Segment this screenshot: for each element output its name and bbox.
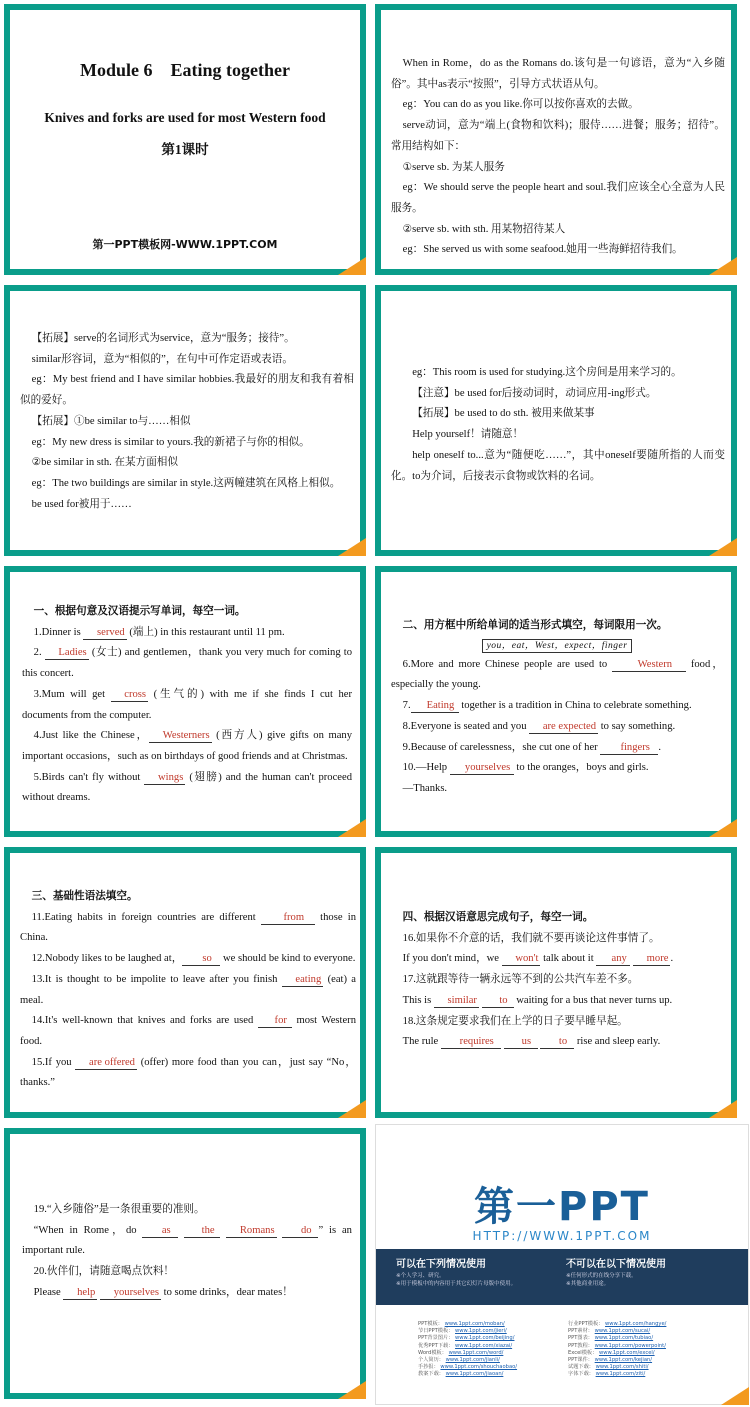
text-line: be used for被用于…… (31, 498, 132, 510)
answer-blank[interactable]: won't (502, 953, 541, 966)
link-row[interactable]: PPT课件： www.1ppt.com/kejian/ (568, 1357, 653, 1364)
answer-blank[interactable]: any (596, 953, 630, 966)
question-10-reply: —Thanks. (402, 782, 448, 794)
answer-blank[interactable]: similar (434, 995, 479, 1008)
corner-decoration (338, 819, 366, 837)
question-1: 1.Dinner is served (端上) in this restaurant until 11 pm. (33, 626, 285, 638)
slide-8-content (381, 853, 731, 1112)
text-line: ①serve sb. 为某人服务 (402, 161, 505, 173)
text-line: eg：She served us with some seafood.她用一些海鲜招待我们。 (402, 244, 683, 256)
question-20-prompt: 20.伙伴们，请随意喝点饮料！ (33, 1266, 175, 1278)
answer-blank[interactable]: so (182, 953, 220, 966)
slide-7 (4, 847, 366, 1118)
text-line: eg：We should serve the people heart and soul.我们应该全心全意为人民服务。 (391, 182, 725, 214)
slide-1 (4, 4, 366, 275)
text-line: 【注意】be used for后接动词时，动词应用-ing形式。 (412, 387, 657, 399)
answer-blank[interactable]: do (282, 1225, 318, 1238)
link-row[interactable]: 手抄报： www.1ppt.com/shouchaobao/ (418, 1364, 518, 1371)
question-7: 7. Eating together is a tradition in China to celebrate something. (402, 700, 692, 712)
can-use-item: ※用于模板中的内容用于其它幻灯片母版中使用。 (396, 1281, 517, 1287)
slide-10-content (376, 1125, 748, 1404)
text-line: 【拓展】serve的名词形式为service，意为“服务；接待”。 (31, 333, 295, 344)
text-line: eg：The two buildings are similar in style.这两幢建筑在风格上相似。 (31, 477, 341, 489)
link-row[interactable]: PPT模板： www.1ppt.com/moban/ (418, 1321, 505, 1327)
word-box: you，eat，West，expect，finger (482, 639, 633, 653)
corner-decoration (709, 1100, 737, 1118)
link-row[interactable]: PPT图表： www.1ppt.com/tubiao/ (568, 1335, 654, 1342)
answer-blank[interactable]: Ladies (45, 647, 89, 660)
question-18-prompt: 18.这条规定要求我们在上学的日子要早睡早起。 (402, 1015, 628, 1027)
answer-blank[interactable]: more (633, 953, 670, 966)
link-row[interactable]: 优秀PPT下载： www.1ppt.com/xiazai/ (418, 1342, 513, 1349)
question-14: 14.It's well-known that knives and forks are used for most Western food. (20, 1015, 356, 1047)
corner-decoration (338, 1100, 366, 1118)
text-line: serve动词，意为“端上(食物和饮料)；服侍……进餐；服务；招待”。常用结构如下： (391, 120, 725, 152)
brand-url: HTTP://WWW.1PPT.COM (472, 1229, 652, 1243)
site-label: 第一PPT模板网-WWW.1PPT.COM (92, 238, 278, 251)
text-line: 【拓展】be used to do sth. 被用来做某事 (412, 408, 595, 420)
text-line: eg：My best friend and I have similar hobbies.我最好的朋友和我有着相似的爱好。 (20, 374, 354, 407)
lesson-number: 第1课时 (161, 142, 209, 157)
exercise-heading: 三、基础性语法填空。 (31, 891, 138, 902)
corner-decoration (709, 819, 737, 837)
question-19-prompt: 19.“入乡随俗”是一条很重要的准则。 (33, 1204, 205, 1215)
cannot-use-item: ※其他商业用途。 (566, 1281, 610, 1287)
answer-blank[interactable]: are offered (75, 1057, 137, 1070)
answer-blank[interactable]: to (482, 995, 514, 1008)
question-10: 10.—Help yourselves to the oranges，boys and girls. (402, 762, 649, 774)
slide-6 (375, 566, 737, 837)
question-15: 15.If you are offered (offer) more food than you can，just say “No，thanks.” (20, 1056, 356, 1089)
slide-3 (4, 285, 366, 556)
slide-7-content (10, 853, 360, 1112)
module-title: Module 6 Eating together (80, 60, 290, 80)
answer-blank[interactable]: from (261, 912, 315, 925)
corner-decoration (338, 257, 366, 275)
link-row[interactable]: PPT教程： www.1ppt.com/powerpoint/ (568, 1342, 666, 1349)
slide-4-content (381, 291, 731, 550)
question-19: “When in Rome，do as the Romans do ” is an important rule. (22, 1224, 352, 1257)
can-use-heading: 可以在下列情况使用 (396, 1259, 486, 1270)
exercise-heading: 二、用方框中所给单词的适当形式填空，每词限用一次。 (402, 620, 668, 631)
answer-blank[interactable]: Western (612, 659, 686, 672)
answer-blank[interactable]: Eating (411, 700, 459, 713)
question-12: 12.Nobody likes to be laughed at， so we should be kind to everyone. (31, 953, 356, 965)
link-row[interactable]: Excel模板： www.1ppt.com/excel/ (568, 1349, 655, 1356)
lesson-subtitle: Knives and forks are used for most Western food (44, 110, 326, 125)
answer-blank[interactable]: eating (282, 974, 324, 987)
link-row[interactable]: 节日PPT模板： www.1ppt.com/jieri/ (418, 1328, 507, 1335)
corner-decoration (338, 1381, 366, 1399)
link-row[interactable]: PPT素材： www.1ppt.com/sucai/ (568, 1328, 651, 1335)
answer-blank[interactable]: Romans (226, 1225, 276, 1238)
corner-decoration (721, 1387, 749, 1405)
text-line: eg：My new dress is similar to yours.我的新裙子与你的相似。 (31, 436, 310, 448)
slide-2-content (381, 10, 731, 269)
slide-8 (375, 847, 737, 1118)
answer-blank[interactable]: yourselves (450, 762, 514, 775)
answer-blank[interactable]: requires (441, 1036, 501, 1049)
corner-decoration (709, 257, 737, 275)
link-row[interactable]: Word模板： www.1ppt.com/word/ (418, 1349, 504, 1356)
link-row[interactable]: 行业PPT模板： www.1ppt.com/hangye/ (568, 1321, 667, 1327)
text-line: When in Rome，do as the Romans do.该句是一句谚语，意为“入乡随俗”。其中as表示“按照”，引导方式状语从句。 (391, 58, 725, 90)
text-line: eg：This room is used for studying.这个房间是用来学习的。 (412, 367, 682, 378)
answer-blank[interactable]: the (184, 1225, 220, 1238)
usage-band (376, 1249, 748, 1305)
answer-blank[interactable]: to (540, 1036, 574, 1049)
question-17: This is similar to waiting for a bus that never turns up. (402, 994, 673, 1006)
slide-9-content (10, 1134, 360, 1393)
answer-blank[interactable]: cross (111, 689, 148, 702)
question-5: 5.Birds can't fly without wings (翅膀) and the human can't proceed without dreams. (22, 771, 352, 804)
slide-5-content (10, 572, 360, 831)
text-line: help oneself to...意为“随便吃……”，其中oneself要随所指的人而变化。to为介词，后接表示食物或饮料的名词。 (391, 449, 725, 482)
slide-3-content (10, 291, 360, 550)
answer-blank[interactable]: help (63, 1287, 97, 1300)
answer-blank[interactable]: served (83, 627, 126, 640)
slide-4 (375, 285, 737, 556)
corner-decoration (338, 538, 366, 556)
exercise-heading: 四、根据汉语意思完成句子，每空一词。 (402, 912, 594, 923)
exercise-heading: 一、根据句意及汉语提示写单词，每空一词。 (33, 606, 246, 617)
link-row[interactable]: 教案下载： www.1ppt.com/jiaoan/ (418, 1371, 504, 1378)
question-18: The rule requires us to rise and sleep early. (402, 1036, 661, 1048)
text-line: Help yourself！请随意！ (412, 429, 524, 441)
answer-blank[interactable]: for (258, 1015, 292, 1028)
text-line: similar形容词，意为“相似的”，在句中可作定语或表语。 (31, 353, 293, 365)
cannot-use-heading: 不可以在以下情况使用 (566, 1259, 666, 1270)
answer-blank[interactable]: fingers (600, 742, 658, 755)
question-13: 13.It is thought to be impolite to leave after you finish eating (eat) a meal. (20, 973, 356, 1006)
text-line: ②be similar in sth. 在某方面相似 (31, 457, 178, 469)
slide-5 (4, 566, 366, 837)
question-6: 6.More and more Chinese people are used to Western food，especially the young. (391, 658, 723, 691)
text-line: ②serve sb. with sth. 用某物招待某人 (402, 223, 566, 235)
question-2: 2. Ladies (女士) and gentlemen，thank you very much for coming to this concert. (22, 647, 353, 680)
answer-blank[interactable]: us (504, 1036, 538, 1049)
slide-10 (375, 1124, 749, 1405)
question-9: 9.Because of carelessness，she cut one of her fingers . (402, 741, 661, 753)
question-16: If you don't mind，we won't talk about it any more . (402, 953, 674, 965)
slide-9 (4, 1128, 366, 1399)
answer-blank[interactable]: wings (144, 772, 185, 785)
links-left (418, 1321, 517, 1379)
text-line: 【拓展】①be similar to与……相似 (31, 415, 191, 427)
answer-blank[interactable]: yourselves (100, 1287, 161, 1300)
slide-2 (375, 4, 737, 275)
text-line: eg：You can do as you like.你可以按你喜欢的去做。 (402, 99, 639, 111)
brand-logo: 第一PPT (474, 1184, 650, 1230)
link-row[interactable]: 试题下载： www.1ppt.com/shiti/ (568, 1364, 649, 1371)
slide-6-content (381, 572, 731, 831)
cannot-use-item: ※任何形式的在线分享下载。 (566, 1273, 637, 1279)
question-4: 4.Just like the Chinese， Westerners (西方人) give gifts on many important occasions，such as on birthdays of good friends and at Christmas. (22, 730, 352, 762)
links-right (568, 1321, 666, 1379)
can-use-item: ※个人学习、研究。 (396, 1273, 445, 1279)
answer-blank[interactable]: are expected (529, 721, 598, 734)
link-row[interactable]: 个人简历： www.1ppt.com/jianli/ (418, 1357, 500, 1364)
question-16-prompt: 16.如果你不介意的话，我们就不要再谈论这件事情了。 (402, 932, 660, 944)
question-20: Please help yourselves to some drinks，dear mates！ (33, 1286, 293, 1298)
link-row[interactable]: 字体下载： www.1ppt.com/ziti/ (568, 1371, 646, 1378)
question-8: 8.Everyone is seated and you are expected to say something. (402, 720, 676, 732)
corner-decoration (709, 538, 737, 556)
answer-blank[interactable]: Westerners (149, 730, 211, 743)
slide-1-content (10, 10, 360, 269)
question-3: 3.Mum will get cross (生气的) with me if she finds I cut her documents from the computer. (22, 688, 352, 721)
question-17-prompt: 17.这就跟等待一辆永远等不到的公共汽车差不多。 (402, 974, 639, 986)
question-11: 11.Eating habits in foreign countries are different from those in China. (20, 911, 356, 944)
answer-blank[interactable]: as (142, 1225, 178, 1238)
link-row[interactable]: PPT背景图片： www.1ppt.com/beijing/ (418, 1335, 515, 1342)
